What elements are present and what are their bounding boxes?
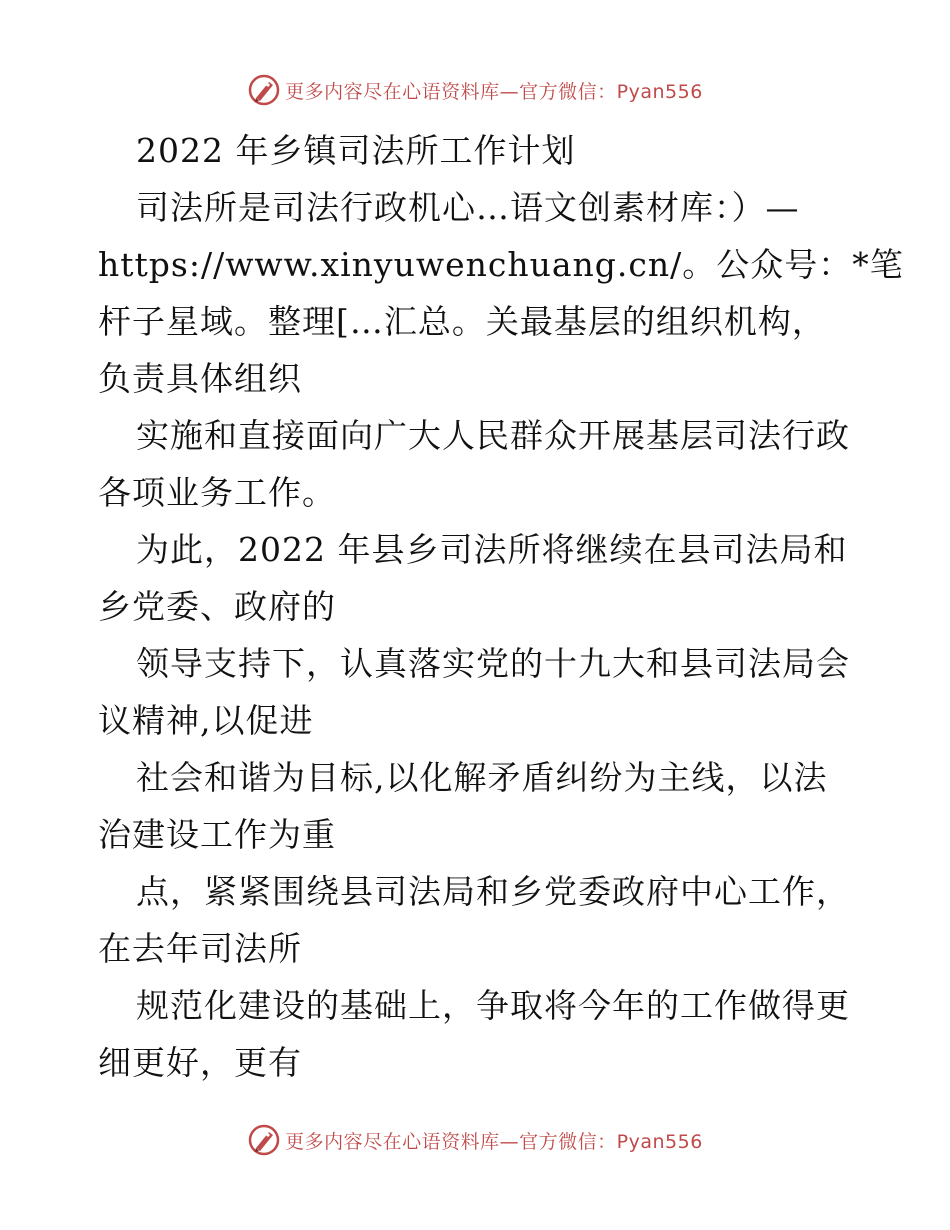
paragraph-line: https://www.xinyuwenchuang.cn/。公众号：*笔 (98, 245, 904, 284)
document-body (98, 122, 904, 1091)
paragraph-line: 负责具体组织 (98, 359, 302, 398)
paragraph-line: 点，紧紧围绕县司法局和乡党委政府中心工作， (136, 872, 850, 911)
paragraph-line: 规范化建设的基础上，争取将今年的工作做得更 (136, 986, 850, 1025)
paragraph-line: 在去年司法所 (98, 929, 302, 968)
paragraph-line: 乡党委、政府的 (98, 587, 336, 626)
pen-logo-icon (247, 73, 281, 107)
paragraph-line: 细更好，更有 (98, 1043, 302, 1082)
banner-text: 更多内容尽在心语资料库—官方微信：Pyan556 (285, 80, 703, 103)
paragraph-line: 议精神,以促进 (98, 701, 314, 740)
pen-logo-icon (247, 1123, 281, 1157)
footer-banner (0, 1122, 950, 1158)
paragraph-line: 各项业务工作。 (98, 473, 336, 512)
paragraph-line: 实施和直接面向广大人民群众开展基层司法行政 (136, 416, 850, 455)
paragraph-line: 为此，2022 年县乡司法所将继续在县司法局和 (136, 530, 848, 569)
document-title: 2022 年乡镇司法所工作计划 (136, 131, 576, 170)
paragraph-line: 杆子星域。整理[…汇总。关最基层的组织机构， (98, 302, 826, 341)
banner-text: 更多内容尽在心语资料库—官方微信：Pyan556 (285, 1130, 703, 1153)
paragraph-line: 治建设工作为重 (98, 815, 336, 854)
paragraph-line: 司法所是司法行政机心…语文创素材库：）— (136, 188, 800, 227)
paragraph-line: 社会和谐为目标,以化解矛盾纠纷为主线，以法 (136, 758, 828, 797)
header-banner (0, 72, 950, 108)
paragraph-line: 领导支持下，认真落实党的十九大和县司法局会 (136, 644, 850, 683)
